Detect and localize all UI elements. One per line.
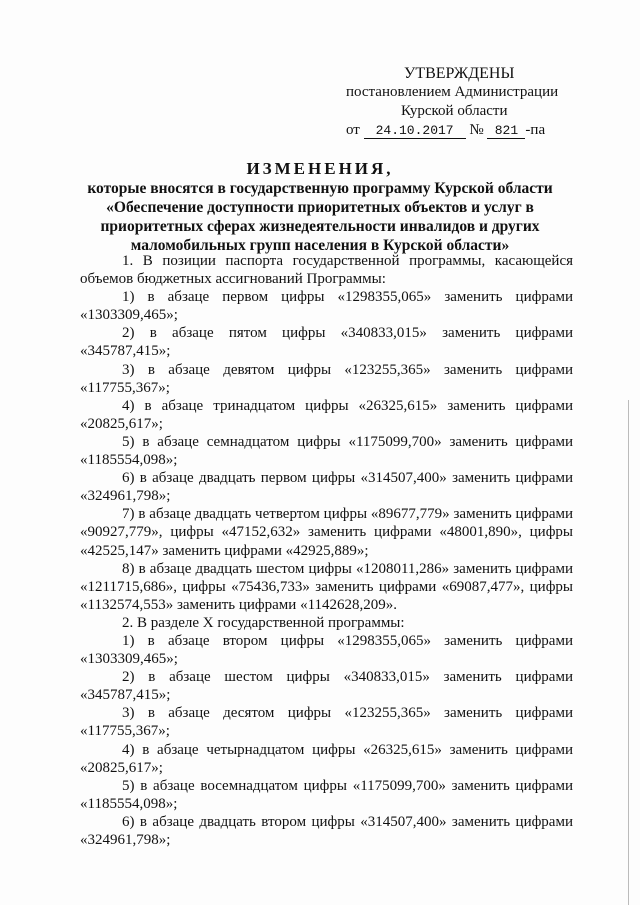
paragraph: 5) в абзаце восемнадцатом цифры «1175099,700» заменить цифрами «1185554,098»; — [80, 777, 573, 812]
paragraph: 3) в абзаце десятом цифры «123255,365» заменить цифрами «117755,367»; — [80, 705, 573, 740]
paragraph: 7) в абзаце двадцать четвертом цифры «89677,779» заменить цифрами «90927,779», цифры «47152,632» заменить цифрами «48001,890», цифры «42525,147» заменить цифрами «42925,889»; — [80, 506, 573, 559]
paragraph: 6) в абзаце двадцать первом цифры «314507,400» заменить цифрами «324961,798»; — [80, 470, 573, 505]
heading-line-1: которые вносятся в государственную программу Курской области — [87, 180, 553, 197]
paragraph: 2) в абзаце шестом цифры «340833,015» заменить цифрами «345787,415»; — [80, 669, 573, 704]
document-heading — [60, 158, 580, 255]
approval-line-1: постановлением Администрации — [346, 84, 559, 100]
heading-line-3: приоритетных сферах жизнедеятельности инвалидов и других — [100, 218, 540, 235]
approval-stamp — [346, 64, 596, 140]
scan-edge — [628, 400, 629, 905]
paragraph: 1. В позиции паспорта государственной программы, касающейся объемов бюджетных ассигнований Программы: — [80, 253, 573, 288]
paragraph: 4) в абзаце четырнадцатом цифры «26325,615» заменить цифрами «20825,617»; — [80, 741, 573, 776]
paragraph: 6) в абзаце двадцать втором цифры «314507,400» заменить цифрами «324961,798»; — [80, 813, 573, 848]
paragraph: 3) в абзаце девятом цифры «123255,365» заменить цифрами «117755,367»; — [80, 361, 573, 396]
paragraph: 1) в абзаце первом цифры «1298355,065» заменить цифрами «1303309,465»; — [80, 289, 573, 324]
paragraph: 1) в абзаце втором цифры «1298355,065» заменить цифрами «1303309,465»; — [80, 632, 573, 668]
paragraph: 5) в абзаце семнадцатом цифры «1175099,700» заменить цифрами «1185554,098»; — [80, 433, 573, 469]
paragraph: 8) в абзаце двадцать шестом цифры «1208011,286» заменить цифрами «1211715,686», цифры «75436,733» заменить цифрами «69087,477», цифры «1132574,553» заменить цифрами «1142628,209». — [80, 560, 573, 613]
paragraph: 2. В разделе X государственной программы: — [122, 614, 405, 631]
heading-line-4: маломобильных групп населения в Курской области» — [130, 237, 510, 254]
approval-date: 24.10.2017 — [364, 123, 466, 139]
paragraph: 4) в абзаце тринадцатом цифры «26325,615» заменить цифрами «20825,617»; — [80, 397, 573, 432]
heading-title: ИЗМЕНЕНИЯ, — [246, 159, 394, 178]
heading-line-2: «Обеспечение доступности приоритетных объектов и услуг в — [106, 199, 534, 216]
number-label: № — [469, 122, 484, 138]
from-label: от — [346, 122, 360, 138]
approval-line-2: Курской области — [401, 103, 508, 119]
document-body — [80, 252, 573, 849]
approval-number: 821 — [487, 123, 525, 139]
approval-date-line — [346, 121, 596, 140]
approval-title: УТВЕРЖДЕНЫ — [404, 65, 515, 82]
number-suffix: -па — [525, 122, 546, 138]
paragraph: 2) в абзаце пятом цифры «340833,015» заменить цифрами «345787,415»; — [80, 325, 573, 360]
